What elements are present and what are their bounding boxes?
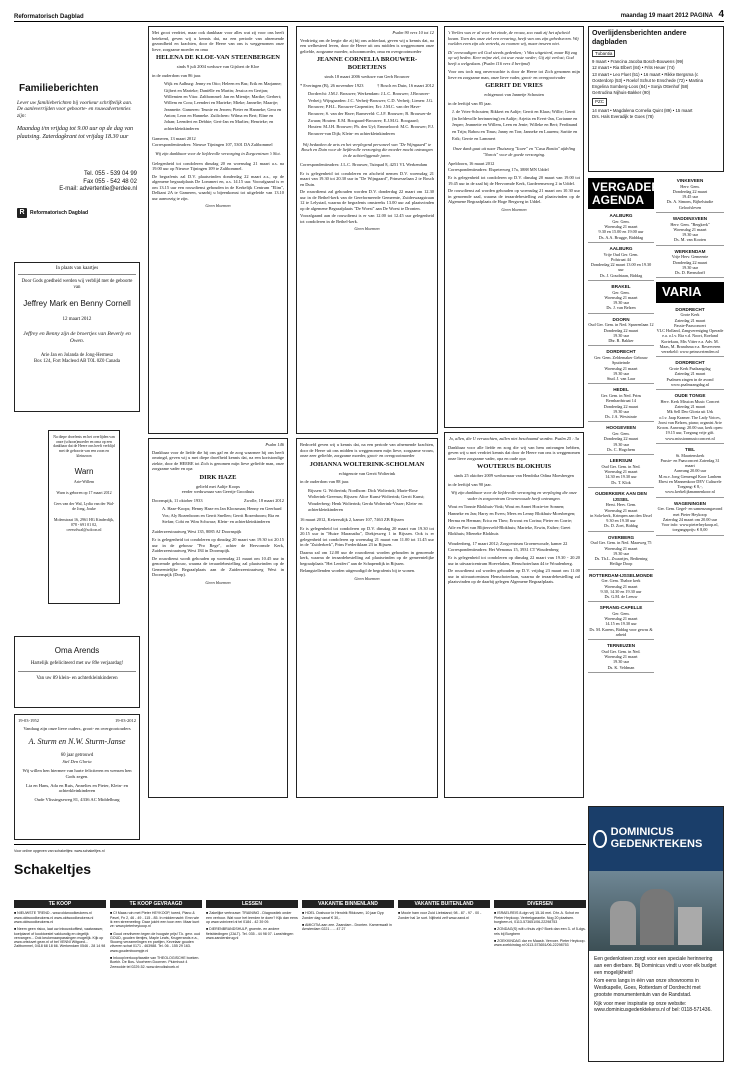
- section-title: Familieberichten: [19, 83, 99, 94]
- agenda-place: HOOGEVEEN: [606, 425, 636, 431]
- classified-ad: ■ AMICITIA aan zee. Zaandam - Dronten. Kamerswalt in Amsterdam 0221 - ... 47 27: [302, 922, 392, 932]
- family-list: Rijssen: G. Wolterink; Nordhorn: Dick Wolterink; Marie-Rose Wolterink-Greenus; Rijssen: Alice Kunst-Wolterink; Gerrit Kunst; Wouderberg: Henk Wolterink; Gerda Wolterink-Visser; Klein- en achterkleinkinderen: [308, 487, 425, 513]
- agenda-date: met Pieter Heykoop: [673, 511, 707, 517]
- agenda-item: [588, 213, 654, 243]
- classified-column: [110, 897, 202, 1063]
- agenda-time: 14.30 en 19.30 uur: [605, 474, 637, 480]
- agenda-body: Ger. Gem. in Ned. Prins Bernhardstraat 14: [600, 393, 642, 404]
- agenda-body: Ger. Gem.: [612, 289, 630, 295]
- agenda-item: [588, 491, 654, 532]
- agenda-who: VLC Holland, Zangvereniging Operade e.a. o.l.v. Ria v.d. Noort, Roeland Kortekaas, Mts Vitter e.a. Adv. M. Maas, M. Brandsma e.a. Reserveren verzekeld: www.petrusvrienden.nl: [656, 328, 724, 355]
- classified-ad: ■ Zakelijke vertrouwe: TRAINING - Diagnostiek onder een verhoor. Wat voor het leerden te doen? Kijk dan eens op www.voiniveel.nl tel 0184 - 42 39 09.: [206, 911, 298, 924]
- agenda-item: [656, 216, 724, 246]
- agenda-body: Ger. Gem. Zeldemaker Gebouw Spuiteinde: [594, 355, 648, 366]
- deceased-name: GERRIT DE VRIES: [485, 82, 543, 89]
- agenda-time: Aanvang 20.00 uur: [673, 468, 707, 474]
- classified-ad: ■ Inkoop/verkoop/taxatie van THEOLOGISCHE boeken. Boekh. De Bos- Voorheen Doornen. Pluimhout 4 Zeewolde tel 0229-52. www.devolksboek.nl: [110, 956, 200, 969]
- agenda-body: Vrije Oud Ger. Gem.: [603, 251, 639, 257]
- family-list: Wijk en Aalburg: Jenny en Otto; Heleen en Bas; Erik en Marjanne; Gijbert en Marieke; Daniëlle en Martin; Jessica en Gertjan; Willemien en Vitor. Zaltbommel: Jan en Mientje; Marike; Gerbert; Willem en Cora; Leendert en Marieke; Mieke; Jannelie; Maartje; Jeannette. Gameren: Teunie en Jeroen; Pieter en Hanneke; Gera en Anton; Leon en Hanneke. Zuilichem: Wilma en Bert; Eline en Johan; Leendert en Debbie; Gert-Jan en Marlies; Henrieke; en achterkleinkinderen: [164, 81, 282, 131]
- agenda-date: Woensdag 21 maart: [604, 224, 638, 230]
- varia-item: [656, 501, 724, 536]
- agenda-place: TERNEUZEN: [606, 643, 636, 649]
- agenda-body: Vrije Herv. Gemeente: [671, 254, 709, 260]
- agenda-who: Ds. D. Bernsdorff: [675, 270, 705, 276]
- couple-name: A. Sturm en N.W. Sturm-Janse: [28, 737, 126, 747]
- classified-column: [398, 897, 490, 1063]
- varia-item: [656, 447, 724, 498]
- agenda-date: Woensdag 21 maart: [604, 507, 638, 513]
- dominicus-ad: DOMINICUS GEDENKTEKENS Een gedenksteen zorgt voor een speciale herinnering aan een dierbare. Bij Dominicus vindt u voor elk budget een mogelijkheid! Kom eens langs in één van onze showrooms in Westkapelle, Goes, Rotterdam of Dordrecht met grootste monumententuin van de Randstad. Kijk voor meer inspiratie op onze website: www.dominicusgedenktekens.nl of bel: 0118-571436.: [588, 806, 724, 1062]
- agenda-place: DORDRECHT: [675, 360, 705, 366]
- birth-name: Warn: [74, 466, 94, 476]
- agenda-place: SPRANG-CAPELLE: [599, 605, 643, 611]
- death-notice-haze: Psalm 146 Dankbaar voor de liefde die hij ons gaf en de zorg waarmee hij ons heeft omringd, geven wij u met diepe droefheid kennis dat, na een kortstondige ziekte, door de HEERE tot Zich is genomen mijn lieve geliefde man, onze zorgzame vader en opa DIRK HAZE geliefd met Aaltje Koops eerder weduwnaar van Geertje Groothuis Doornspijk, 11 oktober 1933 Zwolle, 18 maart 2012 A. Haze-Koops; Henny Haze en Jan Kloosman; Henny en Geerhard Vos; Aly Rozenboom en Gerrit Snellen; Gerrit Rozenboom; Ria en Stefan; Cobi en Wim Schwarz; Klein- en achterkleinkinderen Zuiderzeestraatweg West 135, 8085 AJ Doornspijk Er is gelegenheid tot condoleren op dinsdag 20 maart van 19.30 tot 20.15 uur in de gebouw "Pro Rege", achter de Hervormde Kerk, Zuiderzeestraatweg West 184 in Doornspijk. De rouwdienst wordt gehouden op woensdag 21 maart om 10.45 uur in genoemde gebouw, waarna de teraardebestelling zal plaatsvinden op de Gemeentelijke Begraafplaats aan de Zuiderzeestraatweg West in Doornspijk (Dorp). Geen bloemen: [148, 438, 288, 798]
- agenda-time: 19.30 uur: [681, 264, 699, 270]
- classified-ad: ■ ZONDAG(S) wilt u thuis zijn? Boek dan een 3- of 5-dgs. reis bij Burgbern: [494, 927, 586, 936]
- agenda-item: [656, 178, 724, 213]
- agenda-item: [588, 458, 654, 488]
- agenda-date: Donderdag 22 maart: [603, 436, 639, 442]
- agenda-place: BRAKEL: [611, 283, 631, 289]
- section-title: Overlijdensberichten andere dagbladen: [592, 30, 687, 46]
- death-notice-wolterink: Bedroefd geven wij u kennis dat, na een periode van afnemende krachten, door de Heere uit ons midden is weggenomen mijn lieve, zorgzame vrouw, onze zeer geliefde, zorgzame moeder, groot- en overgrootmoeder JOHANNA WOLTERINK-SCHOLMAN echtgenote van Gerrit Wolterink in de ouderdom van 88 jaar. Rijssen: G. Wolterink; Nordhorn: Dick Wolterink; Marie-Rose Wolterink-Greenus; Rijssen: Alice Kunst-Wolterink; Gerrit Kunst; Wouderberg: Henk Wolterink; Gerda Wolterink-Visser; Klein- en achterkleinkinderen 16 maart 2012, Keizersdijk 2, kamer 107, 7463 ZB Rijssen Er is gelegenheid tot condoleren op D.V. dinsdag 20 maart van 19.30 tot 20.15 uur in "Huize Maranatha", Diekjesweg 1 in Rijssen. Ook is er gelegenheid tot condoleren op woensdag 21 maart van 11.00 tot 11.45 uur in de "Zuiderkerk", Prins Frederiklaan 23 in Rijssen. Daarna zal om 12.00 uur de rouwdienst worden gehouden in genoemde kerk, waarna de teraardebestelling zal plaatsvinden op de gemeentelijke begraafplaats "Het Lentfert" aan de Schapendijk in Rijssen. Belangstellenden worden uitgenodigd de begrafenis bij te wonen. Geen bloemen: [296, 438, 438, 798]
- agenda-time: in Sola-kerk, Krimpen aan den IJssel 9.30 en 19.30 uur: [590, 512, 652, 524]
- agenda-who: Ds. M. Karens, Biddag voor gewas & arbeid: [589, 626, 653, 637]
- classified-ad: ■ DIERENBRANDSHULP, groente- en andere fietsbiedingen (ZALT). Tel. 035 - 44 98 07. Lanshtingen www.zandersbrug.nl: [206, 927, 294, 940]
- agenda-body: Oud Ger. Gem. in Ned.: [601, 648, 641, 654]
- death-notice-brouwer: Psalm 90 vers 10 tot 12 Verdrietig om de leegte die zij bij ons achterlaat, geven wij u kennis dat, na een welbesteed leven, door de Heere uit ons midden is weggenomen onze geliefde, zorgzame moeder, schoonmoeder, oma en overgrootmoeder JEANNE CORNELIA BROUWER-BOERTJENS sinds 18 maart 2006 weduwe van Gerb Brouwer * Everingen (B), 26 november 1923 † Bosch en Duin, 16 maart 2012 Dordrecht: J.M.J. Brouwer; Werkendam: J.L.C. Brouwer; J.Brouwer-Verheij; Wijngaarden: J.C. Verheij-Brouwer; C.D. Verheij; Lienen: J.G. Brouwer; P.H.L. Brouwer-Carpentier; Ert: J.M.C. van der Have-Brouwer; S. van der Have; Barneveld: C.J.F. Brouwer; B. Brouwer-de Zwaan; Houten: E.M. Boogaard-Brouwer; E.J.M.G. Boogaard; Houten: M.J.H. Brouwer; Ph. den Uyl; Emmeloord: M.C. Brouwer; P.J. Brouwer-van Dijk; Klein- en achterkleinkinderen Wij bedanken de arts en het verplegend personeel van "De Wijngaard" te Bosch en Duin voor de liefdevolle verzorging die moeder mocht ontvangen in de achterliggende jaren. Correspondentieadres: J.L.C. Brouwer, Tuinpad 8, 4251 VL Werkendam Er is gelegenheid tot condoleren en afscheid nemen D.V. woensdag 21 maart van 19.30 tot 20.30 uur in "De Wijngaard", Prinsesselaan 2 te Bosch en Duin. De rouwdienst zal gehouden worden D.V. donderdag 22 maart om 12.30 uur in de Bethel-kerk van de Gereformeerde Gemeente, Zuiderwaagstraan 12 te Lelystad, waarna de begrafenis omstreeks 13.00 uur zal plaatsvinden op de algemene Begraafplaats "De Woest" aan De Woest te Dronten. Voorafgaand aan de rouwdienst is er van 12.00 tot 12.45 uur gelegenheid tot condoleren in de Bethel-kerk. Geen bloemen: [296, 26, 438, 434]
- agenda-item: [588, 387, 654, 422]
- agenda-time: Psalmen zingen in de avond: [666, 376, 714, 382]
- agenda-date: Polstraat 44: [611, 256, 631, 262]
- classified-ad: ■ ISRAELREIS 8-dgn vrij 15-16 mei. Dhr. A. Schot en Pieter Heykoop. Vertrekgarantie. Nog 20 plaatsen. burgbern.nl, 0113-573651/06-22298753: [494, 911, 580, 924]
- agenda-who: Ds. K. Veldman: [607, 664, 635, 670]
- agenda-place: DORDRECHT: [675, 306, 705, 312]
- classified-heading: LESSEN: [206, 900, 298, 908]
- agenda-body: Ger. Gem. Gegel- en samenzangavond: [657, 506, 723, 512]
- agenda-who: Ds. J.A. Weststrate: [605, 414, 637, 420]
- agenda-time: 19.30 uur: [612, 332, 630, 338]
- rd-logo: R Reformatorisch Dagblad: [17, 208, 137, 218]
- agenda-place: WERKENDAM: [674, 248, 706, 254]
- classified-column: [206, 897, 298, 1063]
- meeting-agenda-left: [588, 178, 665, 798]
- agenda-time: 19.30 uur: [612, 659, 630, 665]
- agenda-body: Grote Kerk: [680, 312, 700, 318]
- agenda-who: Voor info: www.pieterheykoop.nl, toegangsprijs: € 8,00: [661, 522, 719, 533]
- fam-contact: [17, 171, 137, 194]
- agenda-place: OUDE TONGE: [674, 393, 706, 399]
- agenda-body: Oud Ger. Gem. in Ned. Sparrenlaan 12: [588, 322, 654, 328]
- agenda-body: Oud Ger. Gem. in Ned.: [601, 463, 641, 469]
- classified-column: [14, 897, 106, 1063]
- agenda-item: [588, 349, 654, 384]
- agenda-who: Ds. A.A. Brugge, Bidddag: [598, 234, 644, 240]
- agenda-who: Ds. G.M. de Leeuw: [604, 594, 638, 599]
- agenda-who: Ds. J. Goudriaan, Biddag: [599, 272, 643, 278]
- agenda-date: Woensdag 21 maart: [604, 469, 638, 475]
- agenda-who: Ds. M. van Kooten: [674, 237, 706, 243]
- agenda-place: HEDEL: [613, 387, 629, 393]
- agenda-who: M.m.v. Jong Gemengd Koor Lanhem Ebest en Mannenkoor DEV Culturele Toegang: € 8,-, www.kerkelijkmannenkoor.nl: [658, 473, 722, 495]
- agenda-date: Zaterdag 21 maart: [674, 371, 706, 377]
- agenda-date: Zaterdag 21 maart: [674, 317, 706, 323]
- agenda-body: Ger. Gem.: [612, 610, 630, 616]
- classified-heading: DIVERSEN: [494, 900, 586, 908]
- agenda-date: Woensdag 21 maart: [604, 545, 638, 551]
- agenda-time: Zaterdag 24 maart om 20.00 uur: [662, 516, 718, 522]
- deceased-name: JOHANNA WOLTERINK-SCHOLMAN: [309, 460, 425, 468]
- agenda-body: Herv. Gem.: [680, 183, 700, 189]
- agenda-date: Passie- en Paasconcert Zaterdag 31 maart: [660, 457, 720, 469]
- agenda-body: St. Maartenskerk: [675, 452, 705, 458]
- page-header: [14, 8, 724, 22]
- agenda-time: 14.15 en 19.30 uur: [605, 621, 637, 627]
- agenda-place: AALBURG: [609, 245, 633, 251]
- agenda-date: Woensdag 21 maart: [604, 294, 638, 300]
- agenda-place: DORDRECHT: [606, 349, 636, 355]
- agenda-item: [588, 317, 654, 347]
- agenda-time: 19.30 uur: [612, 408, 630, 414]
- agenda-item: [588, 535, 654, 570]
- page-info: [621, 9, 724, 22]
- agenda-item: [588, 605, 654, 640]
- agenda-item: [588, 284, 654, 314]
- agenda-who: Ds. A. Simons, Bijbelstudie Geloofsleven: [666, 199, 714, 210]
- agenda-time: 19.45 uur: [681, 194, 699, 200]
- gravestone-image: [589, 871, 723, 951]
- agenda-time: Passie-Paasconcert: [674, 322, 706, 328]
- birth-ad-warn: Na diepe droefenis en het overlijden van onze (schoon)moeder en oma op een dankbaar dat de Heere ons heeft verblijd met de geboorte van een zoon en kleinzoon Warn Arie-Willem Warn is geboren op 17 maart 2012 Cees van der Wal, Lydia van der Wal-de Jong, Jouke Molenstraat 16, 2961 HG Kinderdijk, 078 - 691 01 02, ceesvdwal@solcon.nl: [48, 430, 120, 604]
- classified-heading: TE KOOP: [14, 900, 106, 908]
- agenda-place: TIEL: [685, 446, 695, 452]
- agenda-who: o.l.v. Jaap Kramer. The Lady Voices, Joost van Belzen, piano; organist Arie Kroon. Aanvang: 20.00 uur, kerk open: 19.15 uur, Toegang vrije gift. www.missionmusicconcert.nl: [657, 414, 723, 441]
- agenda-place: VINKEVEEN: [676, 178, 704, 183]
- agenda-item: [588, 643, 654, 673]
- agenda-date: Woensdag 21 maart: [673, 226, 707, 232]
- agenda-date: Woensdag 21 maart: [604, 365, 638, 371]
- classified-ad: ■ ZOEKKINDAG dar en Maasb. Vervoer. Pieter Heykoop. www.zoekkindag.nl 0113-573651/06-22298753: [494, 938, 586, 948]
- family-list: A. Haze-Koops; Henny Haze en Jan Kloosman; Henny en Geerhard Vos; Aly Rozenboom en Gerrit Snellen; Gerrit Rozenboom; Ria en Stefan; Cobi en Wim Schwarz; Klein- en achterkleinkinderen: [162, 506, 282, 525]
- agenda-who: Stud. J. van Laar: [606, 376, 636, 382]
- agenda-who: Dhr. R. Bakker: [608, 338, 634, 344]
- varia-title: VARIA: [656, 282, 724, 302]
- classified-heading: VAKANTIE BINNENLAND: [302, 900, 394, 908]
- varia-item: [656, 307, 724, 358]
- deceased-name: HELENA DE KLOE-VAN STEENBERGEN: [156, 54, 280, 61]
- agenda-time: 9.30, 14.30 en 19.30 uur: [600, 588, 642, 594]
- agenda-time: 19.30 uur: [612, 441, 630, 447]
- birth-names: Jeffrey Mark en Benny Cornell: [23, 299, 131, 309]
- agenda-time: 19.30 uur: [681, 232, 699, 238]
- dominicus-title: DOMINICUS GEDENKTEKENS: [610, 826, 703, 850]
- classified-column: [302, 897, 394, 1063]
- agenda-who: Ds. C. Hogchem: [607, 446, 635, 452]
- agenda-body: Ger. Gem. Thabor kerk: [601, 578, 641, 584]
- classified-heading: TE KOOP GEVRAAGD: [110, 900, 202, 908]
- meeting-agenda-right: [656, 178, 724, 798]
- fam-intro: Lever uw familieberichten bij voorkeur schriftelijk aan. De aanleverrijden voor geboorte- en rouwadvertenties zijn:: [17, 99, 133, 119]
- agenda-item: [656, 249, 724, 279]
- deceased-name: JEANNE CORNELIA BROUWER-BOERTJENS: [316, 56, 418, 72]
- birthday-ad-oma-arends: Oma Arends Hartelijk gefeliciteerd met uw 89e verjaardag! Van uw 89 klein- en achterkleinkinderen: [14, 636, 140, 708]
- family-list: J. de Vries-Schouten; Rikkert en Aaltje; Gerrit en Klaas; Willie; Gerrit (in liefdevolle herinnering) en Aaltje; Arjeita en Evert-Jan, Corianne en Jesper; Jeannette en Willem, Leen en Jenie; Willeke en Bert; Ferdinand en Trijn; Rabou en Tinus; Janny en Ton; Janneke en Laurens; Saritie en Erik; Gerrie en Lammert: [452, 109, 578, 141]
- agenda-place: LEERSUM: [609, 458, 633, 464]
- family-list: Wout en Tonnie Blokhuis-Vink; Wout en Annet Hozie-ter Sonnen; Hanneke en Jan; Harry en Evers; Mees en Lenny Blokhuis-Moesbergen; Herma en Herman; Erica en Theo; Erwout en Corina; Pieter en Corrie; Aile en Piet van Blijtersveld-Blokhuis; Marieke, Erwin, Esther; Greet Blokhuis; Mieneke Blokhuis: [448, 504, 576, 537]
- page-date: maandag 19 maart 2012: [620, 12, 689, 19]
- agenda-who: Ds. T. Klok: [611, 479, 631, 485]
- fam-fax: Fax 055 - 542 48 02: [83, 178, 137, 185]
- classified-ad: ■ Cf Maas ruin met Pieter HEYKOOP, toeed, Piano & Pavel, Fn 2, 46 - 49 - 115 - 85. In middernacht: Emn wie ik een streeneeling: Daar juicht een toon een: Maar kunt ze: www.pieterheykoop.nl: [110, 911, 200, 929]
- page-label: PAGINA: [690, 12, 713, 19]
- agenda-body: Grote Kerk Paalzangdag: [669, 366, 711, 372]
- agenda-body: Ger. Gem.: [612, 431, 630, 437]
- classified-ad: ■ Mooie ham voor Zuid Liebstand; 98 - 87 - 97 - 00 - Zonder hal 1e sort. Nijtheid zelf www.zand.nl: [398, 911, 482, 920]
- agenda-date: Donderdag 22 maart: [672, 188, 708, 194]
- agenda-date: Woensdag 21 maart: [604, 654, 638, 660]
- agenda-item: [588, 425, 654, 455]
- agenda-place: WAGENINGEN: [674, 500, 706, 506]
- agenda-place: OUDERKERK AAN DEN IJSSEL: [595, 490, 647, 502]
- classified-heading: VAKANTIE BUITENLAND: [398, 900, 490, 908]
- family-list: Dordrecht: J.M.J. Brouwer; Werkendam: J.L.C. Brouwer; J.Brouwer-Verheij; Wijngaarden: J.C. Verheij-Brouwer; C.D. Verheij; Lienen: J.G. Brouwer; P.H.L. Brouwer-Carpentier; Ert: J.M.C. van der Have-Brouwer; S. van der Have; Barneveld: C.J.F. Brouwer; B. Brouwer-de Zwaan; Houten: E.M. Boogaard-Brouwer; E.J.M.G. Boogaard; Houten: M.J.H. Brouwer; Ph. den Uyl; Emmeloord: M.C. Brouwer; P.J. Brouwer-van Dijk; Klein- en achterkleinkinderen: [308, 91, 434, 136]
- agenda-time: 19.30 uur: [612, 370, 630, 376]
- agenda-place: DOORN: [612, 316, 630, 322]
- other-papers-obituaries: Overlijdensberichten andere dagbladen Tubantia 9 maart • Francina Jacoba Bosch-Bouwens (99) 12 maart • Ria Elbert (84) • Frits Heuer (74) 13 maart • Leo Fluet (51) • 16 maart • Rikke Bergsma (c Oosterdorp (53) • Roelof Schut te Enschede (72) • Martina Engelina Somberg-Loos (84) • Sonja Ottenhof (58) Gertrudina Nijhuis-Bakker (90) PZC 14 maart • Magdalena Cornelia Quint (89) • 15 maart Drs. Hals Everadijk te Goes (78): [588, 26, 724, 172]
- agenda-date: Zaterdag 21 maart: [674, 404, 706, 410]
- agenda-place: WADDINXVEEN: [672, 215, 708, 221]
- deceased-name: DIRK HAZE: [199, 473, 237, 481]
- schakeltjes-classifieds: Voor online opgeven van schakeltjes: www.schakeltjes.nl Schakeltjes TE KOOP ■ NIEUWSTE TREND - www.oldwoodkeukens.nl www.oldwoodkeukens.nl www.oldwoodkeukens.nl www.oldwoodkeukens.nl ■ Neem geen risico, laat uw inbouwkoffiest, vaatwasser, koelpianel of kooktoestel vakkundig en degelijk vervangen... Ook keukenaanpassingen mogelijk. Kijk op www.ortstuvet gezn.nl of bel VENNI Witgoed... Zaltbommel, 0418 68 18 66. Werkendam 0546 - 28 14 98 TE KOOP GEVRAAGD ■ Cf Maas ruin met Pieter HEYKOOP, toeed, Piano & Pavel, Fn 2, 46 - 49 - 115 - 85. In middernacht: Emn wie ik een streeneeling: Daar juicht een toon een: Maar kunt ze: www.pieterheykoop.nl ■ Goud verzilveren tegen de hoogste prijs! T.k. gevr. oud GOUD, gouden tientjes, Maple Leafs, Krugerrands e.a., Stoomg verzamelingen en partijen, Kevelaar gouden zilveren schat 0171 - 463988. Tel. 06 - 155 29 163. www.goudenboompje.nl ■ Inkoop/verkoop/taxatie van THEOLOGISCHE boeken. Boekh. De Bos- Voorheen Doornen. Pluimhout 4 Zeewolde tel 0229-52. www.devolksboek.nl LESSEN ■ Zakelijke vertrouwe: TRAINING - Diagnostiek onder een verhoor. Wat voor het leerden te doen? Kijk dan eens op www.voiniveel.nl tel 0184 - 42 39 09. ■ DIERENBRANDSHULP, groente- en andere fietsbiedingen (ZALT). Tel. 035 - 44 98 07. Lanshtingen www.zandersbrug.nl VAKANTIE BINNENLAND ■ HOEL Oostvoor in Hendrik Rikkoven, 10 jaar Dyp Zonder dag vanaf € 30,- ■ AMICITIA aan zee. Zaandam - Dronten. Kamerswalt in Amsterdam 0221 - ... 47 27 VAKANTIE BUITENLAND ■ Mooie ham voor Zuid Liebstand; 98 - 87 - 97 - 00 - Zonder hal 1e sort. Nijtheid zelf www.zand.nl DIVERSEN ■ ISRAELREIS 8-dgn vrij 15-16 mei. Dhr. A. Schot en Pieter Heykoop. Vertrekgarantie. Nog 20 plaatsen. burgbern.nl, 0113-573651/06-22298753 ■ ZONDAG(S) wilt u thuis zijn? Boek dan een 3- of 5-dgs. reis bij Burgbern ■ ZOEKKINDAG dar en Maasb. Vervoer. Pieter Heykoop. www.zoekkindag.nl 0113-573651/06-22298753: [14, 844, 586, 1062]
- agenda-item: [588, 573, 654, 603]
- dominicus-logo-icon: [593, 830, 607, 848]
- agenda-date: Donderdag 22 maart: [603, 327, 639, 333]
- paper-name: Reformatorisch Dagblad: [14, 13, 84, 20]
- agenda-place: AALBURG: [609, 213, 633, 219]
- rd-logo-icon: R: [17, 208, 27, 218]
- agenda-date: Woensdag 21 maart: [604, 616, 638, 622]
- agenda-who: Ds. Th.L. Zwaartjes, Bediening Heilige Doop: [594, 556, 648, 567]
- agenda-body: Herst. Herv. Gem.: [605, 502, 637, 508]
- classified-ad: ■ Goud verzilveren tegen de hoogste prijs! T.k. gevr. oud GOUD, gouden tientjes, Maple Leafs, Krugerrands e.a., Stoomg verzamelingen en partijen, Kevelaar gouden zilveren schat 0171 - 463988. Tel. 06 - 155 29 163. www.goudenboompje.nl: [110, 931, 201, 953]
- death-notice-de-kloe: Met groot verdriet, maar ook dankbaar voor alles wat zij voor ons heeft betekend, geven wij u kennis dat, na een periode van afnemende gezondheid en krachten, door de Heere van ons is weggenomen onze lieve, zorgzame moeder en oma HELENA DE KLOE-VAN STEENBERGEN sinds 9 juli 2004 weduwe van Gijsbert de Kloe in de ouderdom van 86 jaar. Wijk en Aalburg: Jenny en Otto; Heleen en Bas; Erik en Marjanne; Gijbert en Marieke; Daniëlle en Martin; Jessica en Gertjan; Willemien en Vitor. Zaltbommel: Jan en Mientje; Marike; Gerbert; Willem en Cora; Leendert en Marieke; Mieke; Jannelie; Maartje; Jeannette. Gameren: Teunie en Jeroen; Pieter en Hanneke; Gera en Anton; Leon en Hanneke. Zuilichem: Wilma en Bert; Eline en Johan; Leendert en Debbie; Gert-Jan en Marlies; Henrieke; en achterkleinkinderen Gameren, 13 maart 2012 Correspondentieadres: Nieuwe Tijningen 107, 5301 DA Zaltbommel Wij zijn dankbaar voor de liefdevolle verzorging in Zorgcentrum 't Slot. Gelegenheid tot condoleren dinsdag 20 en woensdag 21 maart a.s. na 19.00 uur op Nieuwe Tijningen 109 te Zaltbommel. De begrafenis zal D.V. plaatsvinden donderdag 22 maart a.s., op de algemene begraafplaats De Lommert en, a.s. 14.15 uur. Voorafgaand is er om 13.15 uur een rouwdienst gehouden in de Kerkelijk Centrum "Elim", Delkant 2A te Gameren, waarbij u bijeenkomst tot uitgeleide van 13.10 uur aanwezig te zijn. Geen bloemen: [148, 26, 288, 434]
- agenda-date: Donderdag 22 maart: [672, 259, 708, 265]
- varia-item: [656, 360, 724, 390]
- agenda-who: www.psalmzangdag.nl: [670, 381, 710, 387]
- death-notice-blokhuis: Jo, allen, die U verwachten, zullen niet beschaamd worden. Psalm 25 : 3a Dankbaar voor alle liefde en zorg die wij van hem ontvangen hebben, geven wij u met verdriet kennis dat door de Heere van ons is weggenomen onze lieve zorgzame vader, opa en oude opa WOUTERUS BLOKHUIS sinds 25 oktober 2009 weduwnaar van Hendrika Odina Moesbergen in de leeftijd van 90 jaar. Wij zijn dankbaar voor de liefdevolle verzorging en verpleging die onze vader in zorgcentrum Groenewoude heeft ontvangen. Wout en Tonnie Blokhuis-Vink; Wout en Annet Hozie-ter Sonnen; Hanneke en Jan; Harry en Evers; Mees en Lenny Blokhuis-Moesbergen; Herma en Herman; Erica en Theo; Erwout en Corina; Pieter en Corrie; Aile en Piet van Blijtersveld-Blokhuis; Marieke, Erwin, Esther; Greet Blokhuis; Mieneke Blokhuis Woudenberg, 17 maart 2012; Zorgcentrum Groenewoude, kamer 22 Correspondentieadres: Het Wenonus 15, 3931 CT Woudenberg Er is gelegenheid tot condoleren op dinsdag 22 maart van 19.30 - 20.20 uur in uitvaartcentrum Hoevelaken, Henschoterlaan 44 te Woudenberg. De rouwdienst zal worden gehouden op D.V. vrijdag 23 maart om 11.00 uur in uitvaartcentrum Henschoterlaan, waarna de teraardebestelling zal plaatsvinden op de daarbij gelegen Algemene Begraafplaats.: [444, 432, 584, 798]
- deceased-name: WOUTERUS BLOKHUIS: [476, 463, 552, 470]
- classified-ad: ■ Neem geen risico, laat uw inbouwkoffiest, vaatwasser, koelpianel of kooktoestel vakkundig en degelijk vervangen... Ook keukenaanpassingen mogelijk. Kijk op www.ortstuvet gezn.nl of bel VENNI Witgoed... Zaltbommel, 0418 68 18 66. Werkendam 0546 - 28 14 98: [14, 927, 106, 949]
- agenda-body: Oud Ger. Gem. in Ned. Maarweg 75: [590, 540, 652, 546]
- varia-item: [656, 393, 724, 444]
- birth-ad-jeffrey-benny: In plaats van kaartjes Door Gods goedheid werden wij verblijd met de geboorte van Jeffrey Mark en Benny Cornell 12 maart 2012 Jeffrey en Benny zijn de broertjes van Beverly en Owen. Arie Jan en Jolanda de Jong-Hermesz Box 124, Fort Macleod AB T0L 0Z0 Canada: [14, 262, 140, 412]
- agenda-place: ROTTERDAM-IJSSELMONDE: [589, 572, 653, 578]
- agenda-time: 19.30 uur: [612, 300, 630, 306]
- agenda-who: Ds. J. van Belzen: [606, 305, 636, 311]
- agenda-item: [588, 246, 654, 281]
- agenda-title: VERGADER- AGENDA: [588, 178, 654, 209]
- agenda-date: Donderdag 22 maart: [603, 403, 639, 409]
- agenda-body: Herv. Kerk Mission Music Concert: [660, 398, 720, 404]
- agenda-body: Herv. Gem. "Bergkerk": [670, 221, 710, 227]
- classified-ad: ■ NIEUWSTE TREND - www.oldwoodkeukens.nl www.oldwoodkeukens.nl www.oldwoodkeukens.nl www.oldwoodkeukens.nl: [14, 911, 94, 924]
- agenda-body: Ger. Gem.: [612, 218, 630, 224]
- death-notice-de-vries: 't Verlies was er al voor het einde, de vrouw, zoo vaak zij het afscheid kwam. Toen des onze ziel een ervaring, heeft van ons zijn gebedsvorm. Wij voelden even zijn als vertrekt, zo roomen wij, maar treuren niet. Di' eenvoudigen wil God steeds gedenken; 't Was uitgetierd, maar Bij zag op wij heden. Keer mijne ziel, tot uwe ruste weder; Gij zijt verlost; God heeft u welgedaan. (Psalm 116 vers 4 berijmd) Voor ons toch nog onverwachte is door de Heere tot Zich genomen mijn lieve en zorgzame man, onze lieve vader, groot- en overgrootvader GERRIT DE VRIES echtgenoot van Jannetje Schouten in de leeftijd van 85 jaar. J. de Vries-Schouten; Rikkert en Aaltje; Gerrit en Klaas; Willie; Gerrit (in liefdevolle herinnering) en Aaltje; Arjeita en Evert-Jan, Corianne en Jesper; Jeannette en Willem, Leen en Jenie; Willeke en Bert; Ferdinand en Trijn; Rabou en Tinus; Janny en Ton; Janneke en Laurens; Saritie en Erik; Gerrie en Lammert Onze dank gaat uit naar Thuiszorg "Icare" en "Casa Bonita" afdeling "Narcis" voor de goede verzorging. Apeldoorn, 16 maart 2012 Correspondentieadres: Elspeterweg 17a, 3888 MN Uddel Er is gelegenheid tot condoleren op D.V. dinsdag 20 maart van 19.00 tot 19.45 uur in de zaal bij de Hervormde Kerk, Garderenseweg 2 in Uddel. De rouwdienst zal worden gehouden op woensdag 21 maart om 10.30 uur in genoemde zaal, waarna de teraardebestelling zal plaatsvinden op de Algemene Begraafplaats de Hoge Bergweg in Uddel. Geen bloemen: [444, 26, 584, 428]
- familieberichten-info: [14, 74, 140, 252]
- classified-ad: ■ HOEL Oostvoor in Hendrik Rikkoven, 10 jaar Dyp Zonder dag vanaf € 30,-: [302, 911, 384, 920]
- agenda-place: OVERBERG: [607, 534, 635, 540]
- agenda-date: Woensdag 21 maart: [604, 583, 638, 589]
- agenda-time: Donderdag 22 maart 13.00 en 19.30 uur: [590, 262, 652, 273]
- classified-column: [494, 897, 586, 1063]
- agenda-time: 9.30 en 15.00 en 19.00 uur: [598, 229, 644, 235]
- fam-hours: Maandag t/m vrijdag tot 9.00 uur op de dag van plaatsing. Zaterdagkrant tot vrijdag 18.30 uur: [17, 125, 133, 140]
- fam-email: E-mail: advertentie@erdee.nl: [59, 186, 137, 193]
- agenda-who: Ds. D. Zoet, Biddag: [604, 523, 638, 529]
- agenda-time: 19.30 uur: [612, 550, 630, 556]
- fam-tel: Tel. 055 - 539 04 99: [83, 171, 137, 178]
- page-number: 4: [718, 8, 724, 20]
- schakeltjes-logo: Schakeltjes: [14, 861, 92, 878]
- agenda-time: Mk Sell Deo Gloria uit Urk: [666, 409, 714, 415]
- anniversary-ad-sturm: 19-03-1952 19-03-2012 Vandaag zijn onze lieve ouders, groot- en overgrootouders A. Sturm en N.W. Sturm-Janse 60 jaar getrouwd Stel Den Gloria Wij willen hen hiermee van harte feliciteren en wensen hen Gods zegen. Lia en Hans, Ada en Ruis, Annelies en Pieter, Klein- en achterkleinkinderen Oude Vlissingseweg 81, 4336 AC Middelburg: [14, 714, 140, 840]
